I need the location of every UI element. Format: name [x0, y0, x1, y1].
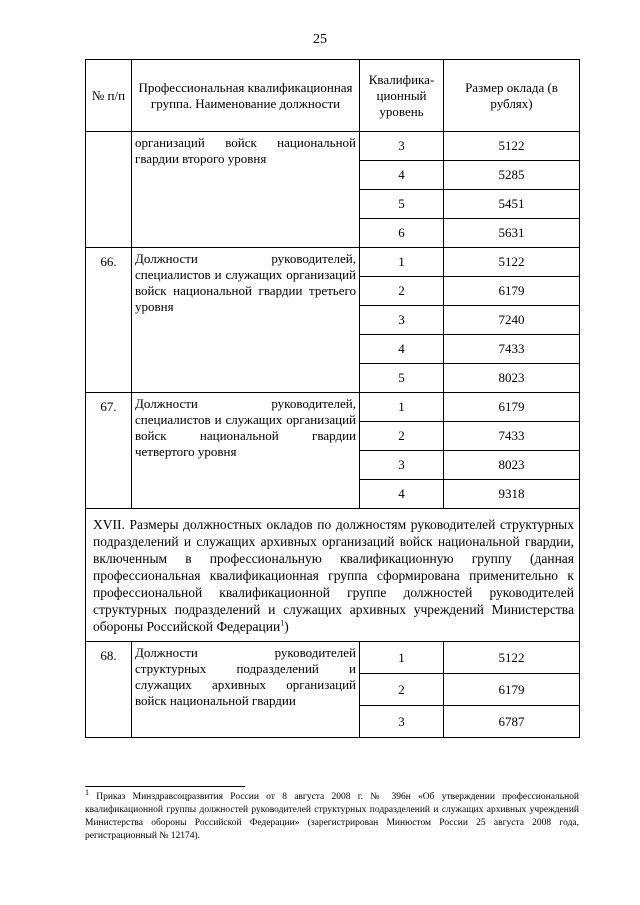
footnote: [85, 787, 579, 843]
salary-cell: 8023: [444, 451, 580, 480]
salary-cell: 7433: [444, 335, 580, 364]
level-cell: 2: [360, 674, 444, 706]
level-cell: 5: [360, 364, 444, 393]
salary-cell: 6179: [444, 277, 580, 306]
table-row: [86, 248, 580, 277]
row-num: [86, 132, 132, 248]
salary-cell: 6179: [444, 674, 580, 706]
page-number: 25: [313, 32, 327, 47]
level-cell: 4: [360, 335, 444, 364]
level-cell: 2: [360, 277, 444, 306]
level-cell: 1: [360, 642, 444, 674]
salary-table: [85, 59, 580, 738]
level-cell: 2: [360, 422, 444, 451]
group-name: Должности руководителей, специалистов и служащих организаций войск национальной гвардии третьего уровня: [132, 248, 360, 393]
salary-cell: 5285: [444, 161, 580, 190]
header-salary: Размер оклада (в рублях): [444, 60, 580, 132]
level-cell: 4: [360, 161, 444, 190]
level-cell: 4: [360, 480, 444, 509]
table-row: [86, 132, 580, 161]
footnote-divider: [85, 786, 245, 787]
salary-cell: 7240: [444, 306, 580, 335]
level-cell: 1: [360, 393, 444, 422]
footnote-ref: 1: [280, 618, 285, 628]
group-name: Должности руководителей, специалистов и служащих организаций войск национальной гвардии четвертого уровня: [132, 393, 360, 509]
footnote-text: Приказ Минздравсоцразвития России от 8 августа 2008 г. № 396н «Об утверждении профессиональной квалификационной группы должностей руководителей структурных подразделений и служащих архивных учреждений Министерства обороны Российской Федерации» (зарегистрирован Минюстом России 25 августа 2008 года, регистрационный № 12174).: [85, 792, 579, 841]
level-cell: 6: [360, 219, 444, 248]
level-cell: 3: [360, 706, 444, 738]
salary-cell: 8023: [444, 364, 580, 393]
group-name: организаций войск национальной гвардии второго уровня: [132, 132, 360, 248]
level-cell: 5: [360, 190, 444, 219]
header-num: № п/п: [86, 60, 132, 132]
salary-cell: 9318: [444, 480, 580, 509]
salary-cell: 5631: [444, 219, 580, 248]
salary-cell: 5122: [444, 642, 580, 674]
table-header-row: [86, 60, 580, 132]
table-row: [86, 642, 580, 674]
header-name: Профессиональная квалификационная группа. Наименование должности: [132, 60, 360, 132]
footnote-mark: 1: [85, 787, 89, 797]
salary-cell: 5451: [444, 190, 580, 219]
row-num: 67.: [86, 393, 132, 509]
section-row: [86, 509, 580, 642]
salary-cell: 5122: [444, 132, 580, 161]
header-level: Квалифика-ционный уровень: [360, 60, 444, 132]
level-cell: 3: [360, 132, 444, 161]
row-num: 66.: [86, 248, 132, 393]
group-name: Должности руководителей структурных подразделений и служащих архивных организаций войск национальной гвардии: [132, 642, 360, 738]
salary-cell: 7433: [444, 422, 580, 451]
row-num: 68.: [86, 642, 132, 738]
level-cell: 3: [360, 451, 444, 480]
section-heading: XVII. Размеры должностных окладов по должностям руководителей структурных подразделений и служащих архивных организаций войск национальной гвардии, включенным в профессиональную квалификационную группу (данная профессиональная квалификационная группа сформирована применительно к профессиональной квалификационной группе должностей руководителей структурных подразделений и служащих архивных учреждений Министерства обороны Российской Федерации$^1$): [86, 509, 580, 642]
level-cell: 3: [360, 306, 444, 335]
salary-cell: 5122: [444, 248, 580, 277]
salary-cell: 6179: [444, 393, 580, 422]
level-cell: 1: [360, 248, 444, 277]
salary-cell: 6787: [444, 706, 580, 738]
table-row: [86, 393, 580, 422]
